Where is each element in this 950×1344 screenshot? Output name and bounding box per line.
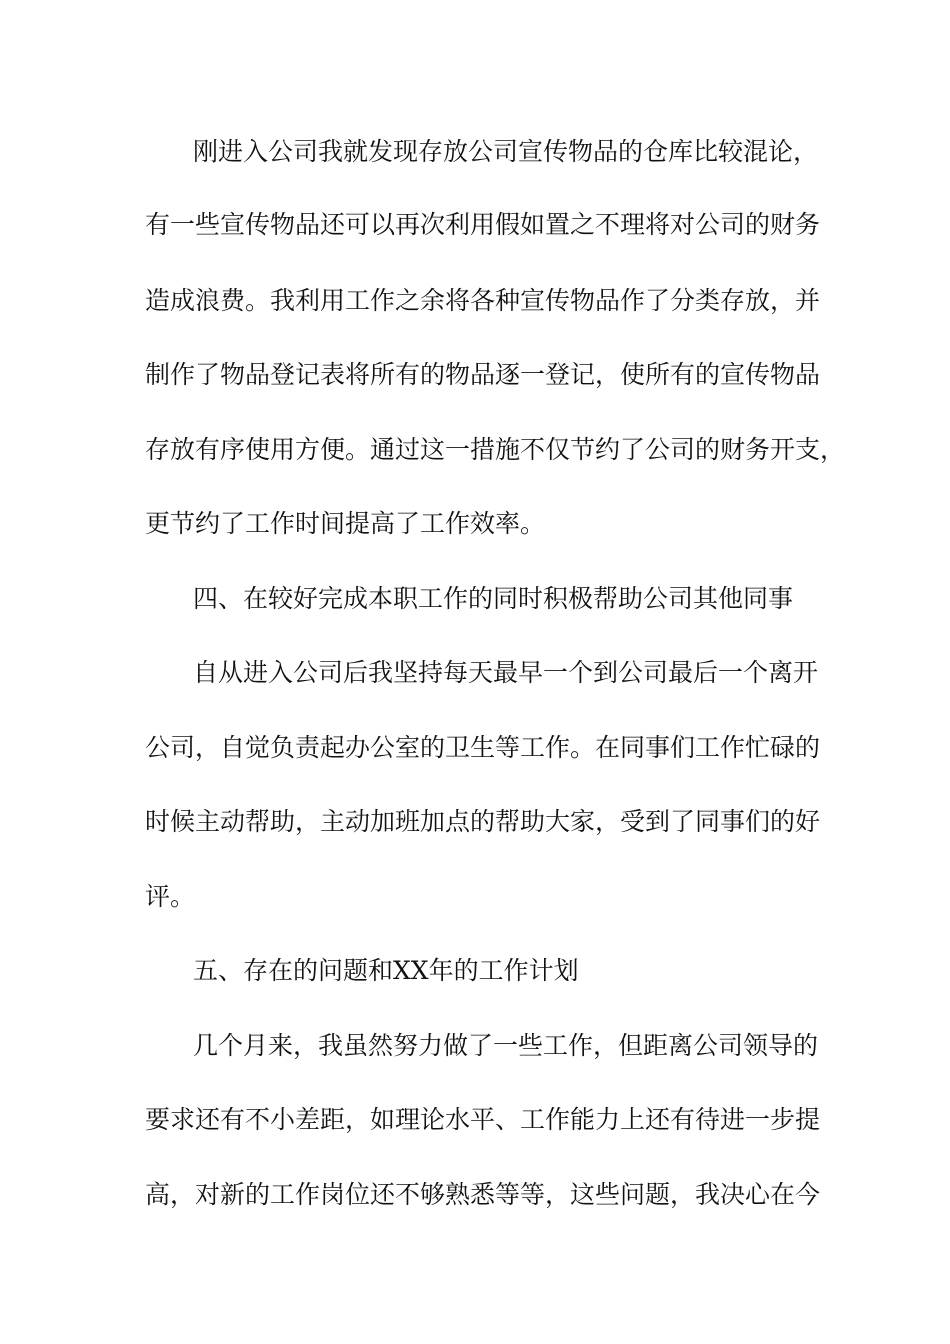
- paragraph-line: 高，对新的工作岗位还不够熟悉等等，这些问题，我决心在今: [145, 1180, 821, 1209]
- paragraph-line: 时候主动帮助，主动加班加点的帮助大家，受到了同事们的好: [145, 807, 821, 836]
- paragraph-line: 公司，自觉负责起办公室的卫生等工作。在同事们工作忙碌的: [145, 733, 821, 762]
- paragraph-line: 评。: [145, 882, 196, 911]
- paragraph-line: 制作了物品登记表将所有的物品逐一登记，使所有的宣传物品: [145, 360, 821, 389]
- paragraph-line: 刚进入公司我就发现存放公司宣传物品的仓库比较混论，: [193, 137, 819, 166]
- paragraph-line: 几个月来，我虽然努力做了一些工作，但距离公司领导的: [193, 1031, 819, 1060]
- section-heading: 五、存在的问题和XX年的工作计划: [193, 956, 579, 985]
- section-heading: 四、在较好完成本职工作的同时积极帮助公司其他同事: [193, 584, 794, 613]
- paragraph-line: 有一些宣传物品还可以再次利用假如置之不理将对公司的财务: [145, 210, 821, 239]
- paragraph-line: 造成浪费。我利用工作之余将各种宣传物品作了分类存放，并: [145, 286, 821, 315]
- paragraph-line: 存放有序使用方便。通过这一措施不仅节约了公司的财务开支，: [145, 435, 846, 464]
- paragraph-line: 更节约了工作时间提高了工作效率。: [145, 509, 546, 538]
- paragraph-line: 要求还有不小差距，如理论水平、工作能力上还有待进一步提: [145, 1105, 821, 1134]
- paragraph-line: 自从进入公司后我坚持每天最早一个到公司最后一个离开: [193, 658, 819, 687]
